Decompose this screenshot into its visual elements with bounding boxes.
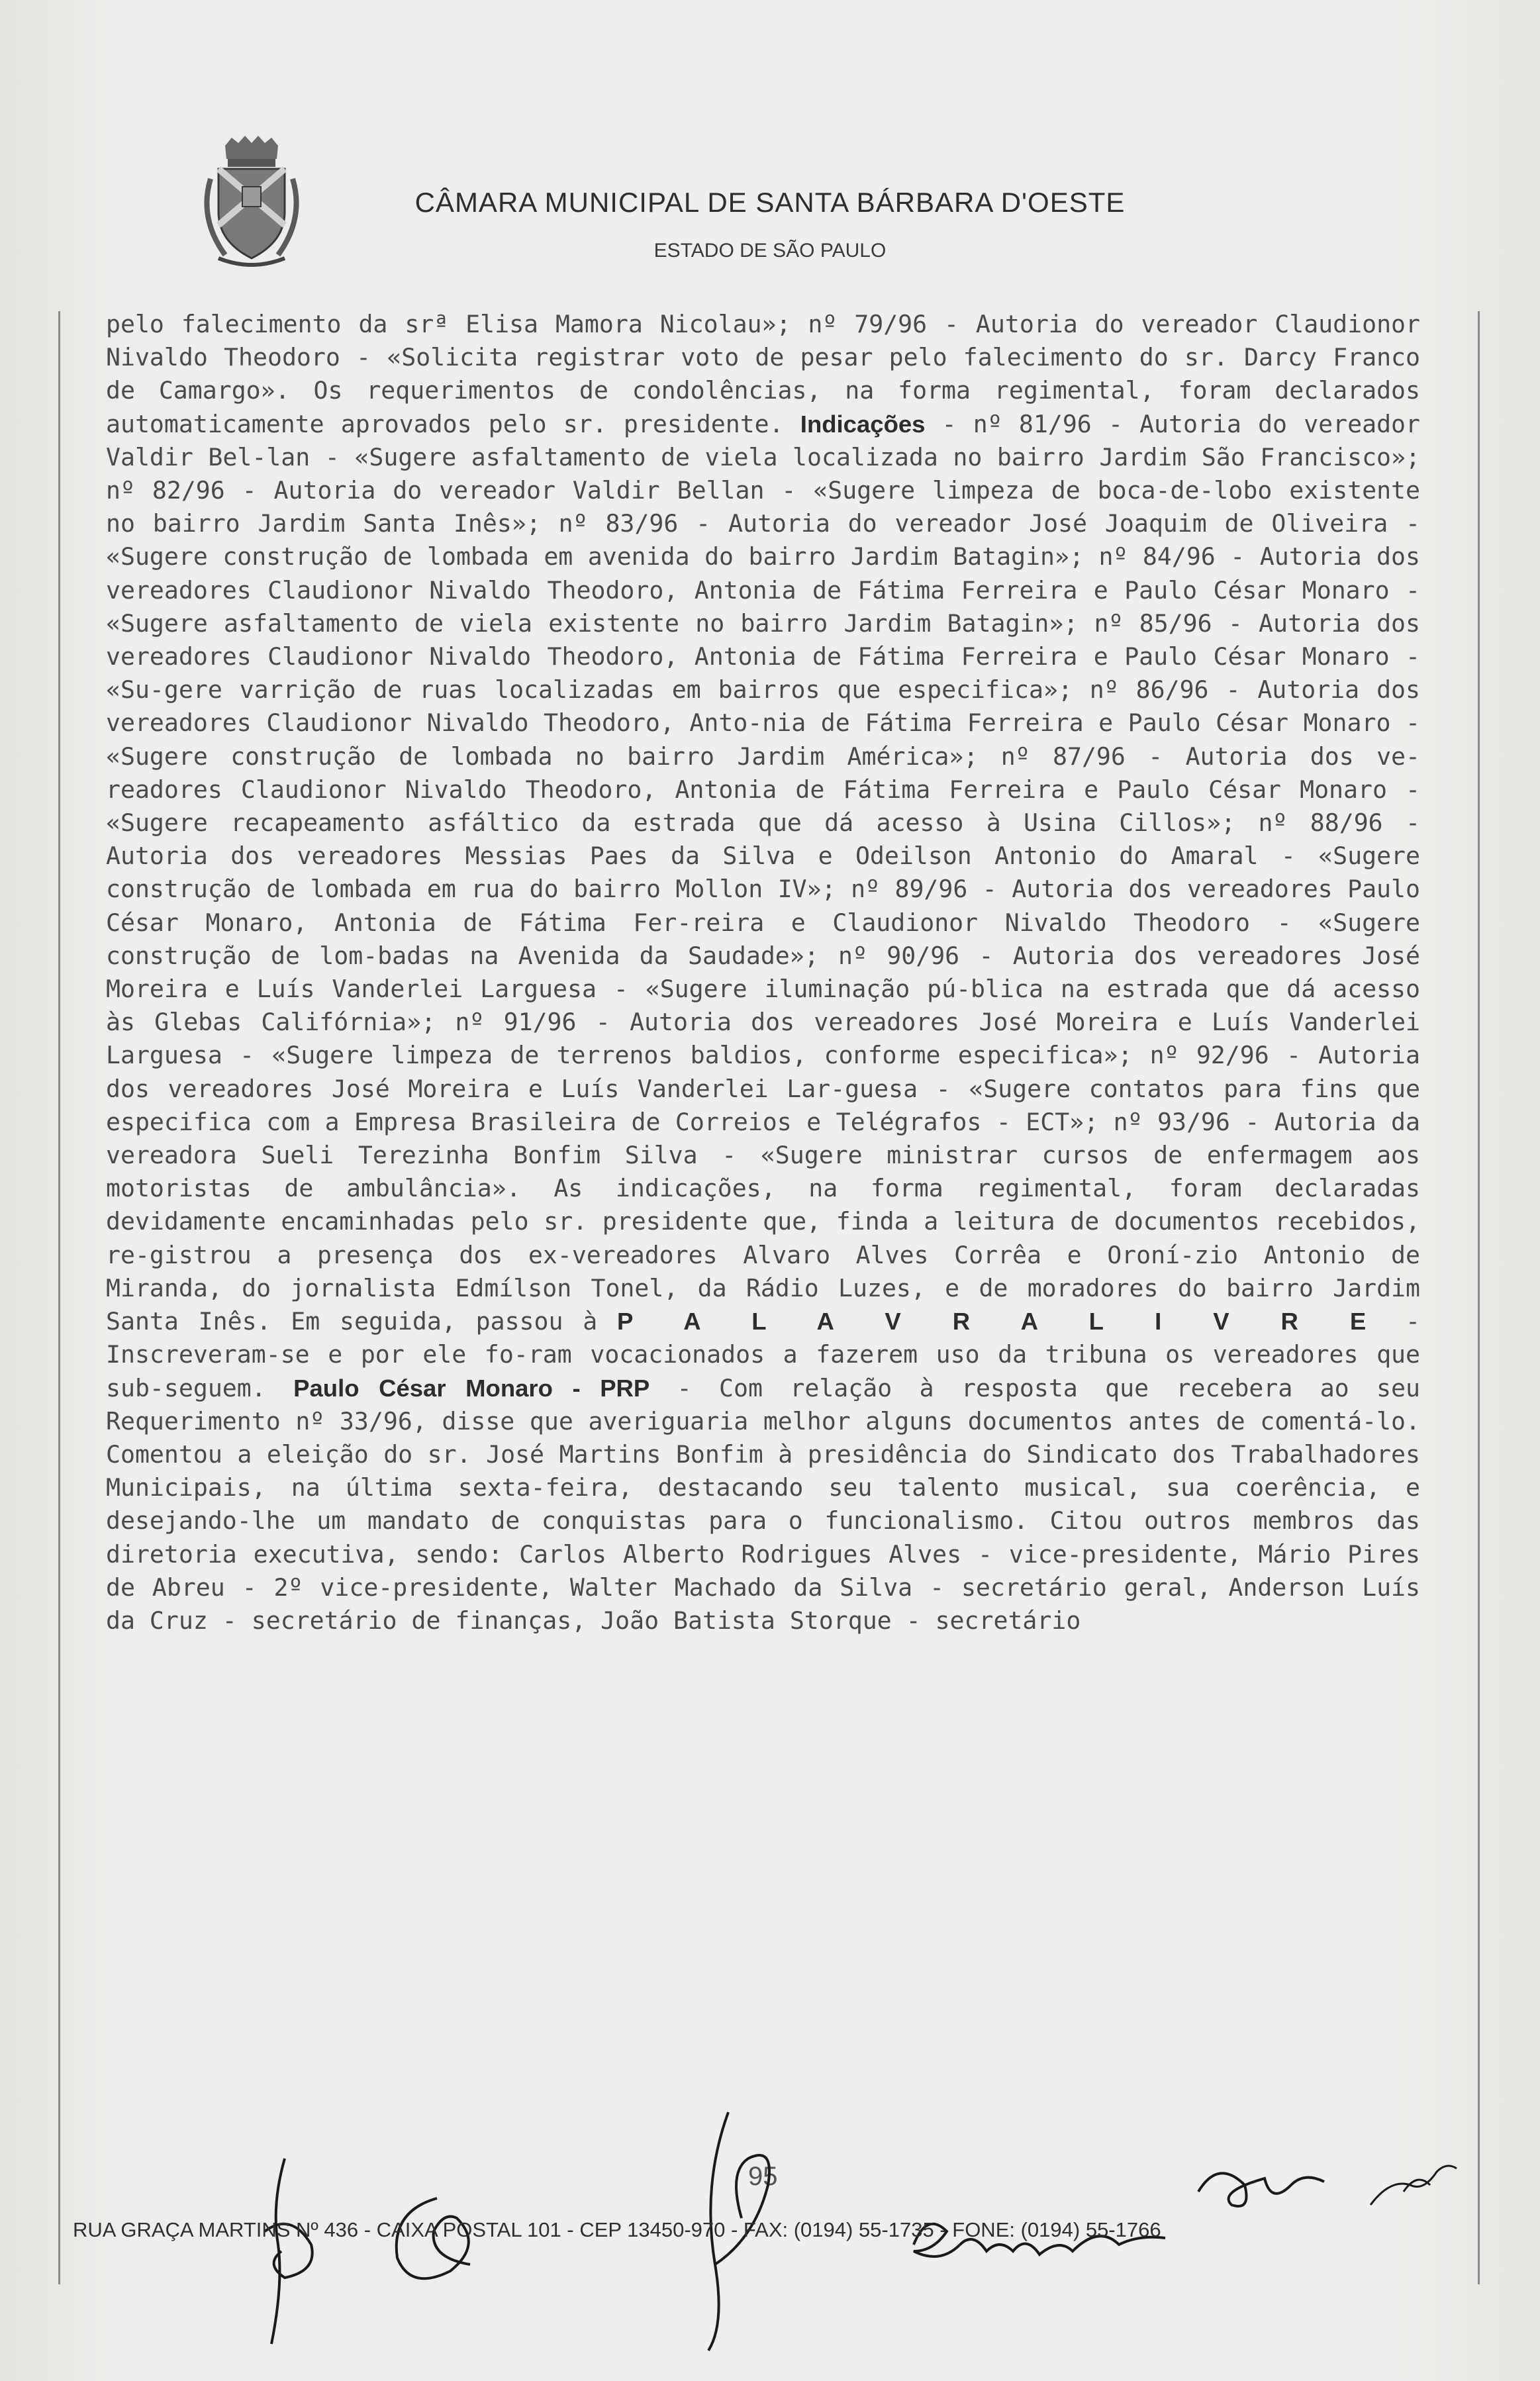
- signature-6: [1364, 2152, 1463, 2211]
- minutes-body: [106, 308, 1420, 1637]
- paragraph-text-4: - Com relação à resposta que recebera ao seu Requerimento nº 33/96, disse que averiguaria melhor alguns documentos antes de comentá-lo. Comentou a eleição do sr. José Martins Bonfim à presidência do Sindicato dos Trabalhadores Municipais, na última sexta-feira, destacando seu talento musical, sua coerência, e desejando-lhe um mandato de conquistas para o funcionalismo. Citou outros membros das diretoria executiva, sendo: Carlos Alberto Rodrigues Alves - vice-presidente, Mário Pires de Abreu - 2º vice-presidente, Walter Machado da Silva - secretário geral, Anderson Luís da Cruz - secretário de finanças, João Batista Storque - secretário: [106, 1373, 1420, 1635]
- page-number: 95: [748, 2162, 778, 2191]
- section-heading-indicacoes: Indicações: [800, 410, 926, 438]
- signature-5: [1192, 2152, 1337, 2225]
- signature-1: [245, 2152, 338, 2351]
- address-footer: RUA GRAÇA MARTINS Nº 436 - CAIXA POSTAL 101 - CEP 13450-970 - FAX: (0194) 55-1735 - FONE: (0194) 55-1766: [73, 2218, 1161, 2241]
- minutes-paragraph: [106, 308, 1420, 1637]
- paragraph-text-3: - Inscreveram-se e por ele fo-ram vocacionados a fazerem uso da tribuna os vereadores que sub-seguem.: [106, 1307, 1420, 1402]
- speaker-name: Paulo César Monaro - PRP: [293, 1374, 650, 1402]
- right-frame-line: [1478, 311, 1480, 2284]
- paragraph-text-2: - nº 81/96 - Autoria do vereador Valdir Bel-lan - «Sugere asfaltamento de viela localizada no bairro Jardim São Francisco»; nº 82/96 - Autoria do vereador Valdir Bellan - «Sugere limpeza de boca-de-lobo existente no bairro Jardim Santa Inês»; nº 83/96 - Autoria do vereador José Joaquim de Oliveira - «Sugere construção de lombada em avenida do bairro Jardim Batagin»; nº 84/96 - Autoria dos vereadores Claudionor Nivaldo Theodoro, Antonia de Fátima Ferreira e Paulo César Monaro - «Sugere asfaltamento de viela existente no bairro Jardim Batagin»; nº 85/96 - Autoria dos vereadores Claudionor Nivaldo Theodoro, Antonia de Fátima Ferreira e Paulo César Monaro - «Su-gere varrição de ruas localizadas em bairros que especifica»; nº 86/96 - Autoria dos vereadores Claudionor Nivaldo Theodoro, Anto-nia de Fátima Ferreira e Paulo César Monaro - «Sugere construção de lombada no bairro Jardim América»; nº 87/96 - Autoria dos ve-readores Claudionor Nivaldo Theodoro, Antonia de Fátima Ferreira e Paulo César Monaro - «Sugere recapeamento asfáltico da estrada que dá acesso à Usina Cillos»; nº 88/96 - Autoria dos vereadores Messias Paes da Silva e Odeilson Antonio do Amaral - «Sugere construção de lombada em rua do bairro Mollon IV»; nº 89/96 - Autoria dos vereadores Paulo César Monaro, Antonia de Fátima Fer-reira e Claudionor Nivaldo Theodoro - «Sugere construção de lom-badas na Avenida da Saudade»; nº 90/96 - Autoria dos vereadores José Moreira e Luís Vanderlei Larguesa - «Sugere iluminação pú-blica na estrada que dá acesso às Glebas Califórnia»; nº 91/96 - Autoria dos vereadores José Moreira e Luís Vanderlei Larguesa - «Sugere limpeza de terrenos baldios, conforme especifica»; nº 92/96 - Autoria dos vereadores José Moreira e Luís Vanderlei Lar-guesa - «Sugere contatos para fins que especifica com a Empresa Brasileira de Correios e Telégrafos - ECT»; nº 93/96 - Autoria da vereadora Sueli Terezinha Bonfim Silva - «Sugere ministrar cursos de enfermagem aos motoristas de ambulância». As indicações, na forma regimental, foram declaradas devidamente encaminhadas pelo sr. presidente que, finda a leitura de documentos recebidos, re-gistrou a presença dos ex-vereadores Alvaro Alves Corrêa e Oroní-zio Antonio de Miranda, do jornalista Edmílson Tonel, da Rádio Luzes, e de moradores do bairro Jardim Santa Inês. Em seguida, passou à: [106, 409, 1420, 1336]
- left-frame-line: [58, 311, 60, 2284]
- section-heading-palavra-livre: P A L A V R A L I V R E: [617, 1308, 1386, 1336]
- institution-subtitle: ESTADO DE SÃO PAULO: [653, 240, 887, 262]
- institution-title: CÂMARA MUNICIPAL DE SANTA BÁRBARA D'OESTE: [414, 187, 1126, 218]
- paragraph-text-1: pelo falecimento da srª Elisa Mamora Nicolau»; nº 79/96 - Autoria do vereador Claudionor Nivaldo Theodoro - «Solicita registrar voto de pesar pelo falecimento do sr. Darcy Franco de Camargo». Os requerimentos de condolências, na forma regimental, foram declarados automaticamente aprovados pelo sr. presidente.: [106, 310, 1420, 438]
